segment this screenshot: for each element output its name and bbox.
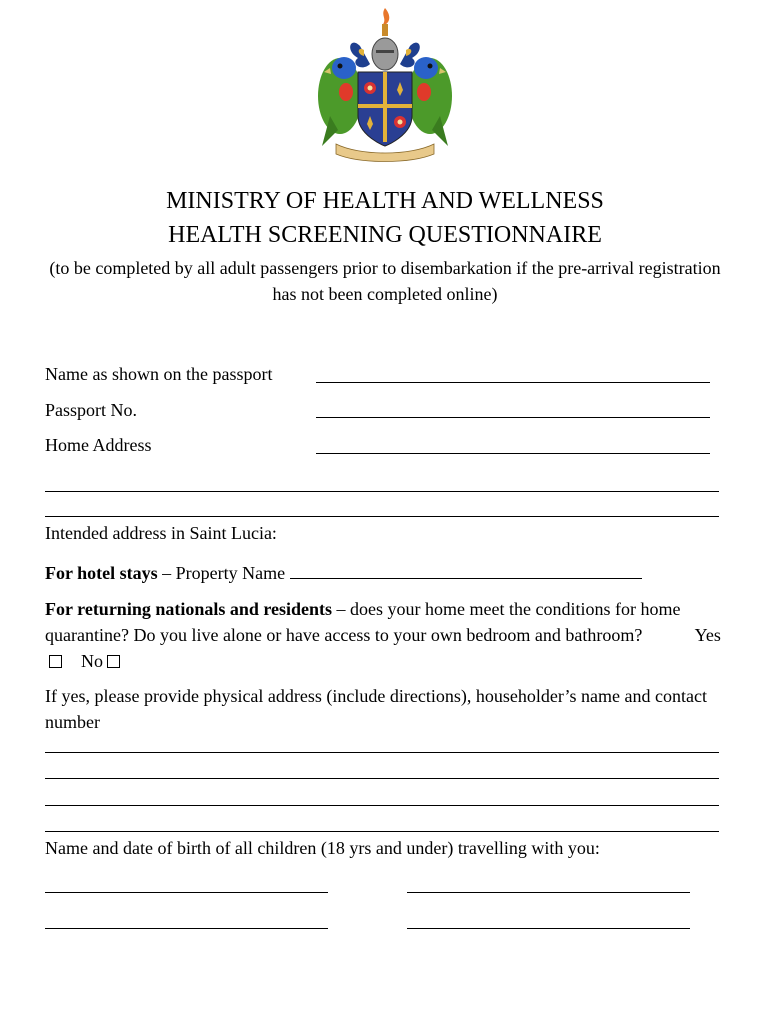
quarantine-address-line-4[interactable] [45, 831, 719, 832]
quarantine-address-line-3[interactable] [45, 805, 719, 806]
hotel-stay-row [45, 560, 735, 586]
intended-address-label: Intended address in Saint Lucia: [45, 523, 277, 543]
returning-nationals-question [45, 596, 735, 674]
quarantine-address-line-2[interactable] [45, 778, 719, 779]
yes-option-label: Yes [694, 625, 721, 645]
returning-nationals-label: For returning nationals and residents [45, 599, 333, 619]
no-checkbox[interactable] [107, 655, 120, 668]
property-name-field[interactable] [290, 564, 642, 579]
child-name-field-1[interactable] [45, 892, 328, 893]
home-quarantine-question: – does your home meet the conditions for home quarantine? Do you live alone or have access to your own bedroom and bathroom? [45, 599, 681, 645]
passport-name-label: Name as shown on the passport [45, 364, 273, 384]
home-address-label: Home Address [45, 435, 152, 455]
form-instructions: (to be completed by all adult passengers prior to disembarkation if the pre-arrival registration has not been completed online) [49, 258, 721, 304]
children-label: Name and date of birth of all children (18 yrs and under) travelling with you: [45, 838, 600, 858]
hotel-stay-label: For hotel stays [45, 563, 158, 583]
home-address-field[interactable] [316, 453, 710, 454]
child-dob-field-2[interactable] [407, 928, 690, 929]
coat-of-arms-logo [300, 6, 470, 162]
ministry-heading: MINISTRY OF HEALTH AND WELLNESS [166, 188, 604, 214]
property-name-label: – Property Name [157, 563, 290, 583]
passport-number-field[interactable] [316, 417, 710, 418]
if-yes-instructions: If yes, please provide physical address (include directions), householder’s name and contact number [45, 686, 707, 732]
child-dob-field-1[interactable] [407, 892, 690, 893]
home-address-line-2[interactable] [45, 491, 719, 492]
passport-name-field[interactable] [316, 382, 710, 383]
home-address-line-3[interactable] [45, 516, 719, 517]
passport-number-label: Passport No. [45, 400, 138, 420]
yes-checkbox[interactable] [49, 655, 62, 668]
no-option-label: No [81, 651, 103, 671]
quarantine-address-line-1[interactable] [45, 752, 719, 753]
child-name-field-2[interactable] [45, 928, 328, 929]
form-title: HEALTH SCREENING QUESTIONNAIRE [168, 222, 602, 248]
